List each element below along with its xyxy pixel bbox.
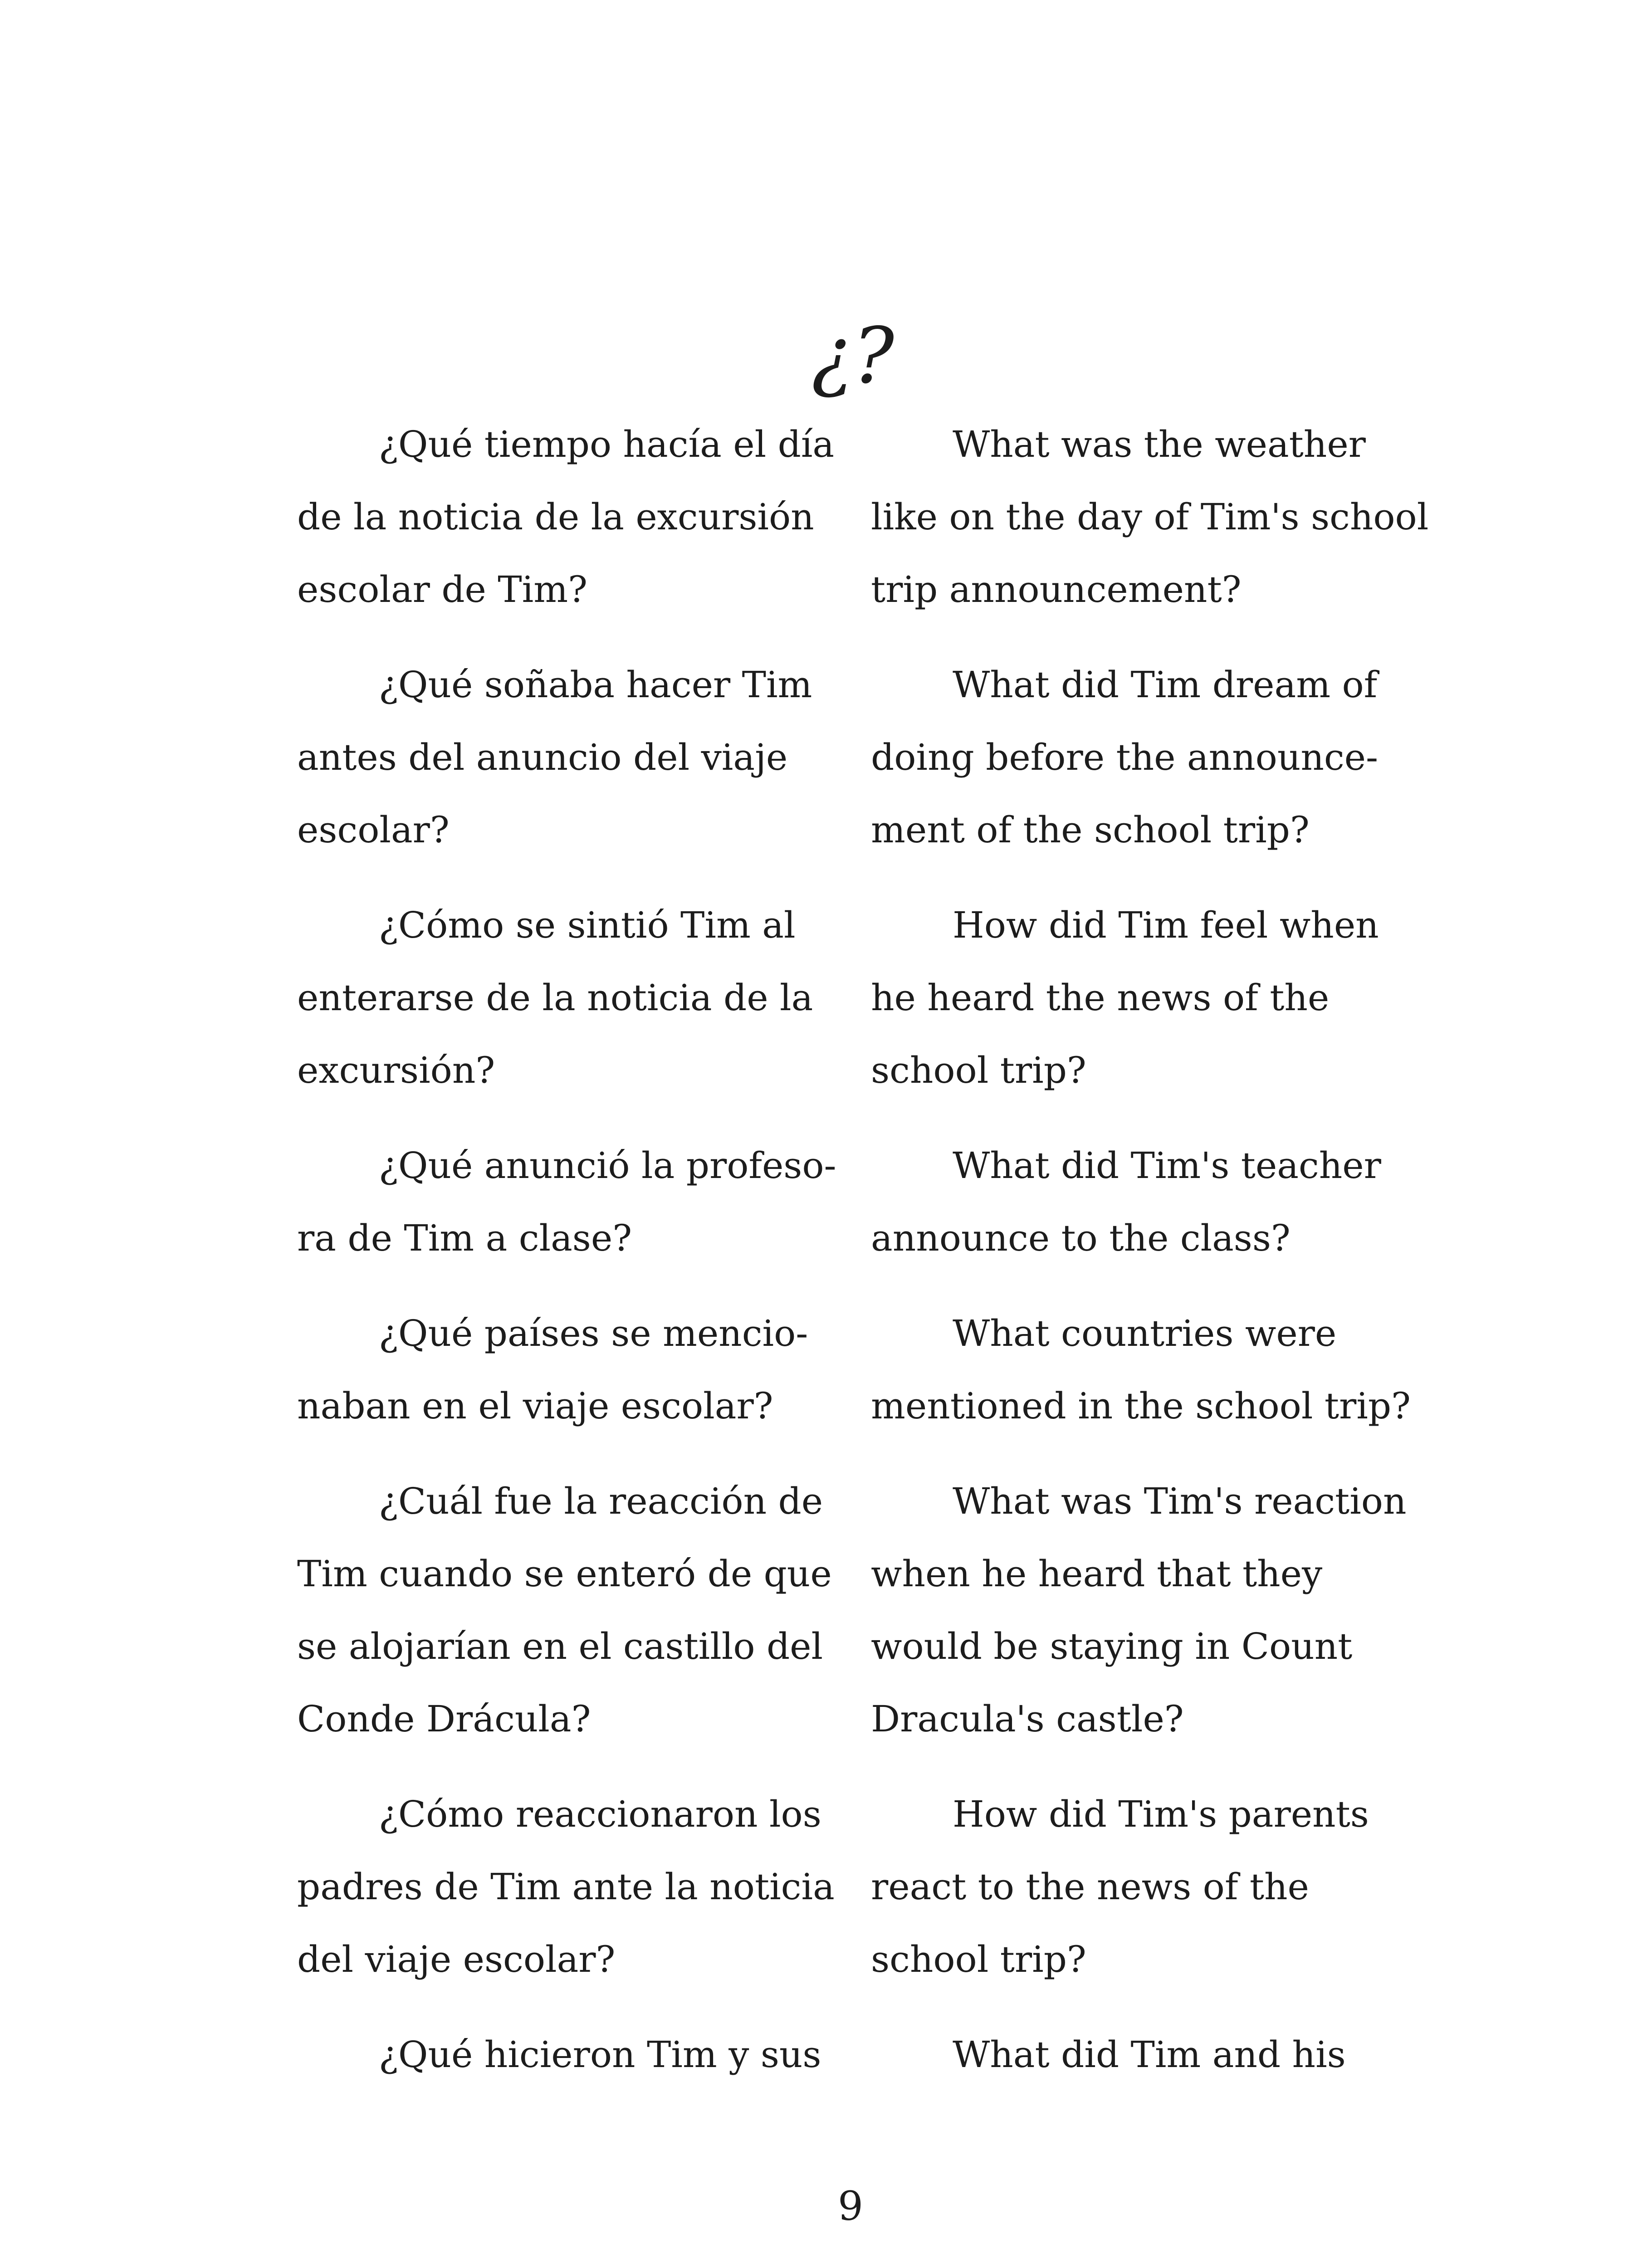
question-es: [297, 1465, 832, 1755]
question-line: announce to the class?: [871, 1217, 1291, 1259]
question-line: ¿Cómo se sintió Tim al: [379, 904, 796, 946]
question-line: ¿Cómo reaccionaron los: [379, 1793, 821, 1835]
question-line: ¿Qué anunció la profeso-: [379, 1144, 836, 1187]
question-line: How did Tim's parents: [953, 1793, 1369, 1835]
question-line: school trip?: [871, 1049, 1086, 1091]
question-line: Conde Drácula?: [297, 1698, 591, 1740]
question-line: mentioned in the school trip?: [871, 1385, 1411, 1427]
question-en: [871, 2019, 1433, 2091]
question-es: [297, 1129, 836, 1275]
question-line: he heard the news of the: [871, 977, 1330, 1019]
question-line: when he heard that they: [871, 1553, 1323, 1595]
page-number: 9: [838, 2183, 863, 2229]
question-en: [871, 649, 1433, 866]
question-line: ra de Tim a clase?: [297, 1217, 632, 1259]
question-line: de la noticia de la excursión: [297, 496, 814, 538]
question-es: [297, 889, 823, 1107]
question-line: naban en el viaje escolar?: [297, 1385, 773, 1427]
question-es: [297, 408, 835, 626]
question-line: ¿Qué países se mencio-: [379, 1312, 808, 1354]
question-line: What countries were: [953, 1312, 1337, 1354]
bat-icon: [762, 2263, 944, 2268]
question-line: would be staying in Count: [871, 1625, 1353, 1667]
question-line: se alojarían en el castillo del: [297, 1625, 823, 1667]
question-es: [297, 1778, 835, 1996]
question-es: [297, 1297, 823, 1442]
question-en: [871, 1297, 1433, 1442]
question-line: How did Tim feel when: [953, 904, 1379, 946]
question-line: ¿Cuál fue la reacción de: [379, 1480, 823, 1522]
question-line: like on the day of Tim's school: [871, 496, 1429, 538]
question-line: del viaje escolar?: [297, 1938, 616, 1980]
spanish-column: [297, 408, 836, 2114]
question-line: What did Tim dream of: [953, 664, 1378, 706]
question-line: Dracula's castle?: [871, 1698, 1184, 1740]
question-en: [871, 408, 1433, 626]
question-line: What did Tim and his: [953, 2033, 1346, 2076]
question-line: excursión?: [297, 1049, 495, 1091]
question-line: ¿Qué soñaba hacer Tim: [379, 664, 812, 706]
question-es: [297, 2019, 823, 2091]
question-line: padres de Tim ante la noticia: [297, 1866, 835, 1908]
question-line: school trip?: [871, 1938, 1086, 1980]
question-line: react to the news of the: [871, 1866, 1309, 1908]
question-line: escolar de Tim?: [297, 568, 587, 611]
section-heading: ¿?: [811, 311, 895, 401]
question-line: antes del anuncio del viaje: [297, 736, 788, 778]
question-en: [871, 1129, 1433, 1275]
question-line: What was Tim's reaction: [953, 1480, 1407, 1522]
question-line: Tim cuando se enteró de que: [297, 1553, 832, 1595]
question-line: doing before the announce-: [871, 736, 1379, 778]
question-line: What did Tim's teacher: [953, 1144, 1381, 1187]
question-line: enterarse de la noticia de la: [297, 977, 813, 1019]
question-line: What was the weather: [953, 423, 1366, 465]
question-es: [297, 649, 823, 866]
question-line: ¿Qué tiempo hacía el día: [379, 423, 835, 465]
question-en: [871, 889, 1433, 1107]
question-en: [871, 1778, 1433, 1996]
question-line: ment of the school trip?: [871, 809, 1310, 851]
question-line: trip announcement?: [871, 568, 1242, 611]
english-column: [871, 408, 1433, 2114]
question-en: [871, 1465, 1433, 1755]
question-line: escolar?: [297, 809, 450, 851]
question-line: ¿Qué hicieron Tim y sus: [379, 2033, 821, 2076]
